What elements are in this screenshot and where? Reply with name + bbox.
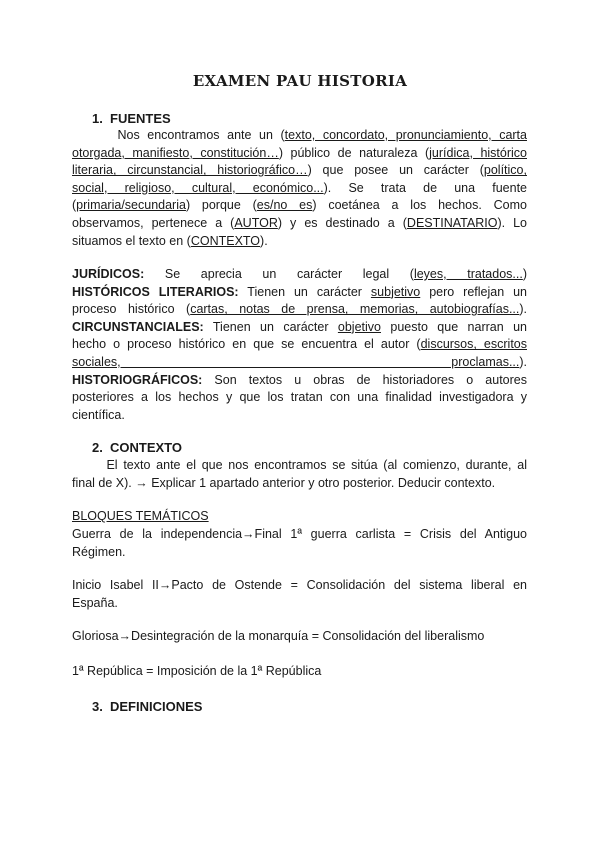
text-run: Inicio Isabel II→Pacto de Ostende = Consolidación del sistema liberal en <box>72 578 527 592</box>
text-line <box>72 197 527 215</box>
text-line <box>72 127 527 145</box>
text-run: situamos el texto en ( <box>72 233 191 248</box>
text-line <box>72 336 527 354</box>
text-run: ). Se trata de una fuente <box>323 180 527 195</box>
text-line <box>72 354 527 372</box>
text-line <box>72 180 527 198</box>
text-run: ) público de naturaleza ( <box>278 145 430 160</box>
text-run: Tienen un carácter <box>203 319 338 334</box>
text-line <box>72 301 527 319</box>
section-fuentes-heading <box>92 111 171 126</box>
text-line <box>72 663 527 681</box>
text-run: hecho o proceso histórico en que se encuentra el autor ( <box>72 337 421 352</box>
thematic-block <box>72 628 527 646</box>
text-run: ). Lo <box>497 215 527 230</box>
text-run: España. <box>72 595 118 610</box>
text-line <box>72 526 527 544</box>
underlined-text: DESTINATARIO <box>406 215 498 230</box>
underlined-text: subjetivo <box>370 284 421 299</box>
text-line <box>72 372 527 390</box>
text-run: final de X). → Explicar 1 apartado anterior y otro posterior. Deducir contexto. <box>72 475 496 490</box>
text-run: Son textos u obras de historiadores o autores <box>202 372 527 387</box>
section-definiciones-heading <box>92 699 202 714</box>
text-run: 1ª República = Imposición de la 1ª República <box>72 664 322 678</box>
text-run: posteriores a los hechos y que los tratan con una finalidad investigadora y <box>72 390 527 405</box>
text-line <box>72 595 527 613</box>
fuentes-types-paragraph <box>72 266 527 424</box>
bold-label: HISTORIOGRÁFICOS: <box>72 372 203 387</box>
text-line <box>72 162 527 180</box>
text-run: ). <box>519 302 528 317</box>
section-contexto-heading <box>92 440 182 455</box>
underlined-text: primaria/secundaria <box>76 198 186 213</box>
section-title: CONTEXTO <box>110 440 182 455</box>
text-line <box>72 319 527 337</box>
text-line <box>72 628 527 646</box>
underlined-text: discursos, escritos <box>420 337 527 352</box>
text-run: puesto que narran un <box>380 319 527 334</box>
text-line <box>72 577 527 595</box>
bold-label: JURÍDICOS: <box>72 267 145 281</box>
text-run: ) y es destinado a ( <box>277 215 407 230</box>
text-run: Se aprecia un carácter legal ( <box>144 267 414 281</box>
text-run: proceso histórico ( <box>72 302 191 317</box>
underlined-text: político, <box>483 163 527 178</box>
underlined-text: social, religioso, cultural, económico... <box>72 180 324 195</box>
text-run: ) <box>522 267 527 281</box>
fuentes-intro-paragraph <box>72 127 527 250</box>
bloques-tematicos-heading: BLOQUES TEMÁTICOS <box>72 509 209 523</box>
text-run: ) porque ( <box>185 198 257 213</box>
section-number: 1. <box>92 111 103 126</box>
underlined-text: es/no es <box>256 198 313 213</box>
text-run: El texto ante el que nos encontramos se sitúa (al comienzo, durante, al <box>72 458 527 472</box>
text-line <box>72 475 527 493</box>
text-run: ) que posee un carácter ( <box>307 163 484 178</box>
text-run: pero reflejan un <box>420 284 527 299</box>
text-line <box>72 544 527 562</box>
section-title: FUENTES <box>110 111 171 126</box>
underlined-text: jurídica, histórico <box>429 145 527 160</box>
underlined-text: leyes, tratados... <box>413 267 523 281</box>
underlined-text: sociales, proclamas... <box>72 354 520 369</box>
underlined-text: CONTEXTO <box>190 233 261 248</box>
text-line <box>72 266 527 284</box>
text-run: Régimen. <box>72 544 126 559</box>
text-run: Tienen un carácter <box>238 284 371 299</box>
underlined-text: texto, concordato, pronunciamiento, carta <box>284 128 527 142</box>
text-line <box>72 233 527 251</box>
underlined-text: cartas, notas de prensa, memorias, autobiografías... <box>190 302 520 317</box>
underlined-text: otorgada, manifiesto, constitución… <box>72 145 279 160</box>
underlined-text: AUTOR <box>234 215 278 230</box>
text-line <box>72 284 527 302</box>
text-line <box>72 389 527 407</box>
text-run: Nos encontramos ante un ( <box>72 128 285 142</box>
text-run: ). <box>260 233 268 248</box>
thematic-block <box>72 663 527 681</box>
underlined-text: objetivo <box>337 319 381 334</box>
text-line <box>72 407 527 425</box>
underlined-text: literaria, circunstancial, historiográfico… <box>72 163 308 178</box>
page-title: EXAMEN PAU HISTORIA <box>192 72 408 90</box>
text-run: Guerra de la independencia→Final 1ª guerra carlista = Crisis del Antiguo <box>72 527 527 541</box>
text-run: ) coetánea a los hechos. Como <box>312 198 527 213</box>
section-number: 2. <box>92 440 103 455</box>
section-number: 3. <box>92 699 103 714</box>
contexto-intro-paragraph <box>72 457 527 492</box>
text-run: Gloriosa→Desintegración de la monarquía = Consolidación del liberalismo <box>72 629 485 643</box>
thematic-block <box>72 577 527 612</box>
text-run: científica. <box>72 407 125 422</box>
text-run: observamos, pertenece a ( <box>72 215 235 230</box>
bold-label: HISTÓRICOS LITERARIOS: <box>72 284 239 299</box>
thematic-block <box>72 526 527 561</box>
text-line <box>72 215 527 233</box>
text-run: ). <box>519 354 527 369</box>
bold-label: CIRCUNSTANCIALES: <box>72 319 204 334</box>
text-line <box>72 457 527 475</box>
text-line <box>72 145 527 163</box>
text-run: ( <box>72 198 77 213</box>
section-title: DEFINICIONES <box>110 699 203 714</box>
